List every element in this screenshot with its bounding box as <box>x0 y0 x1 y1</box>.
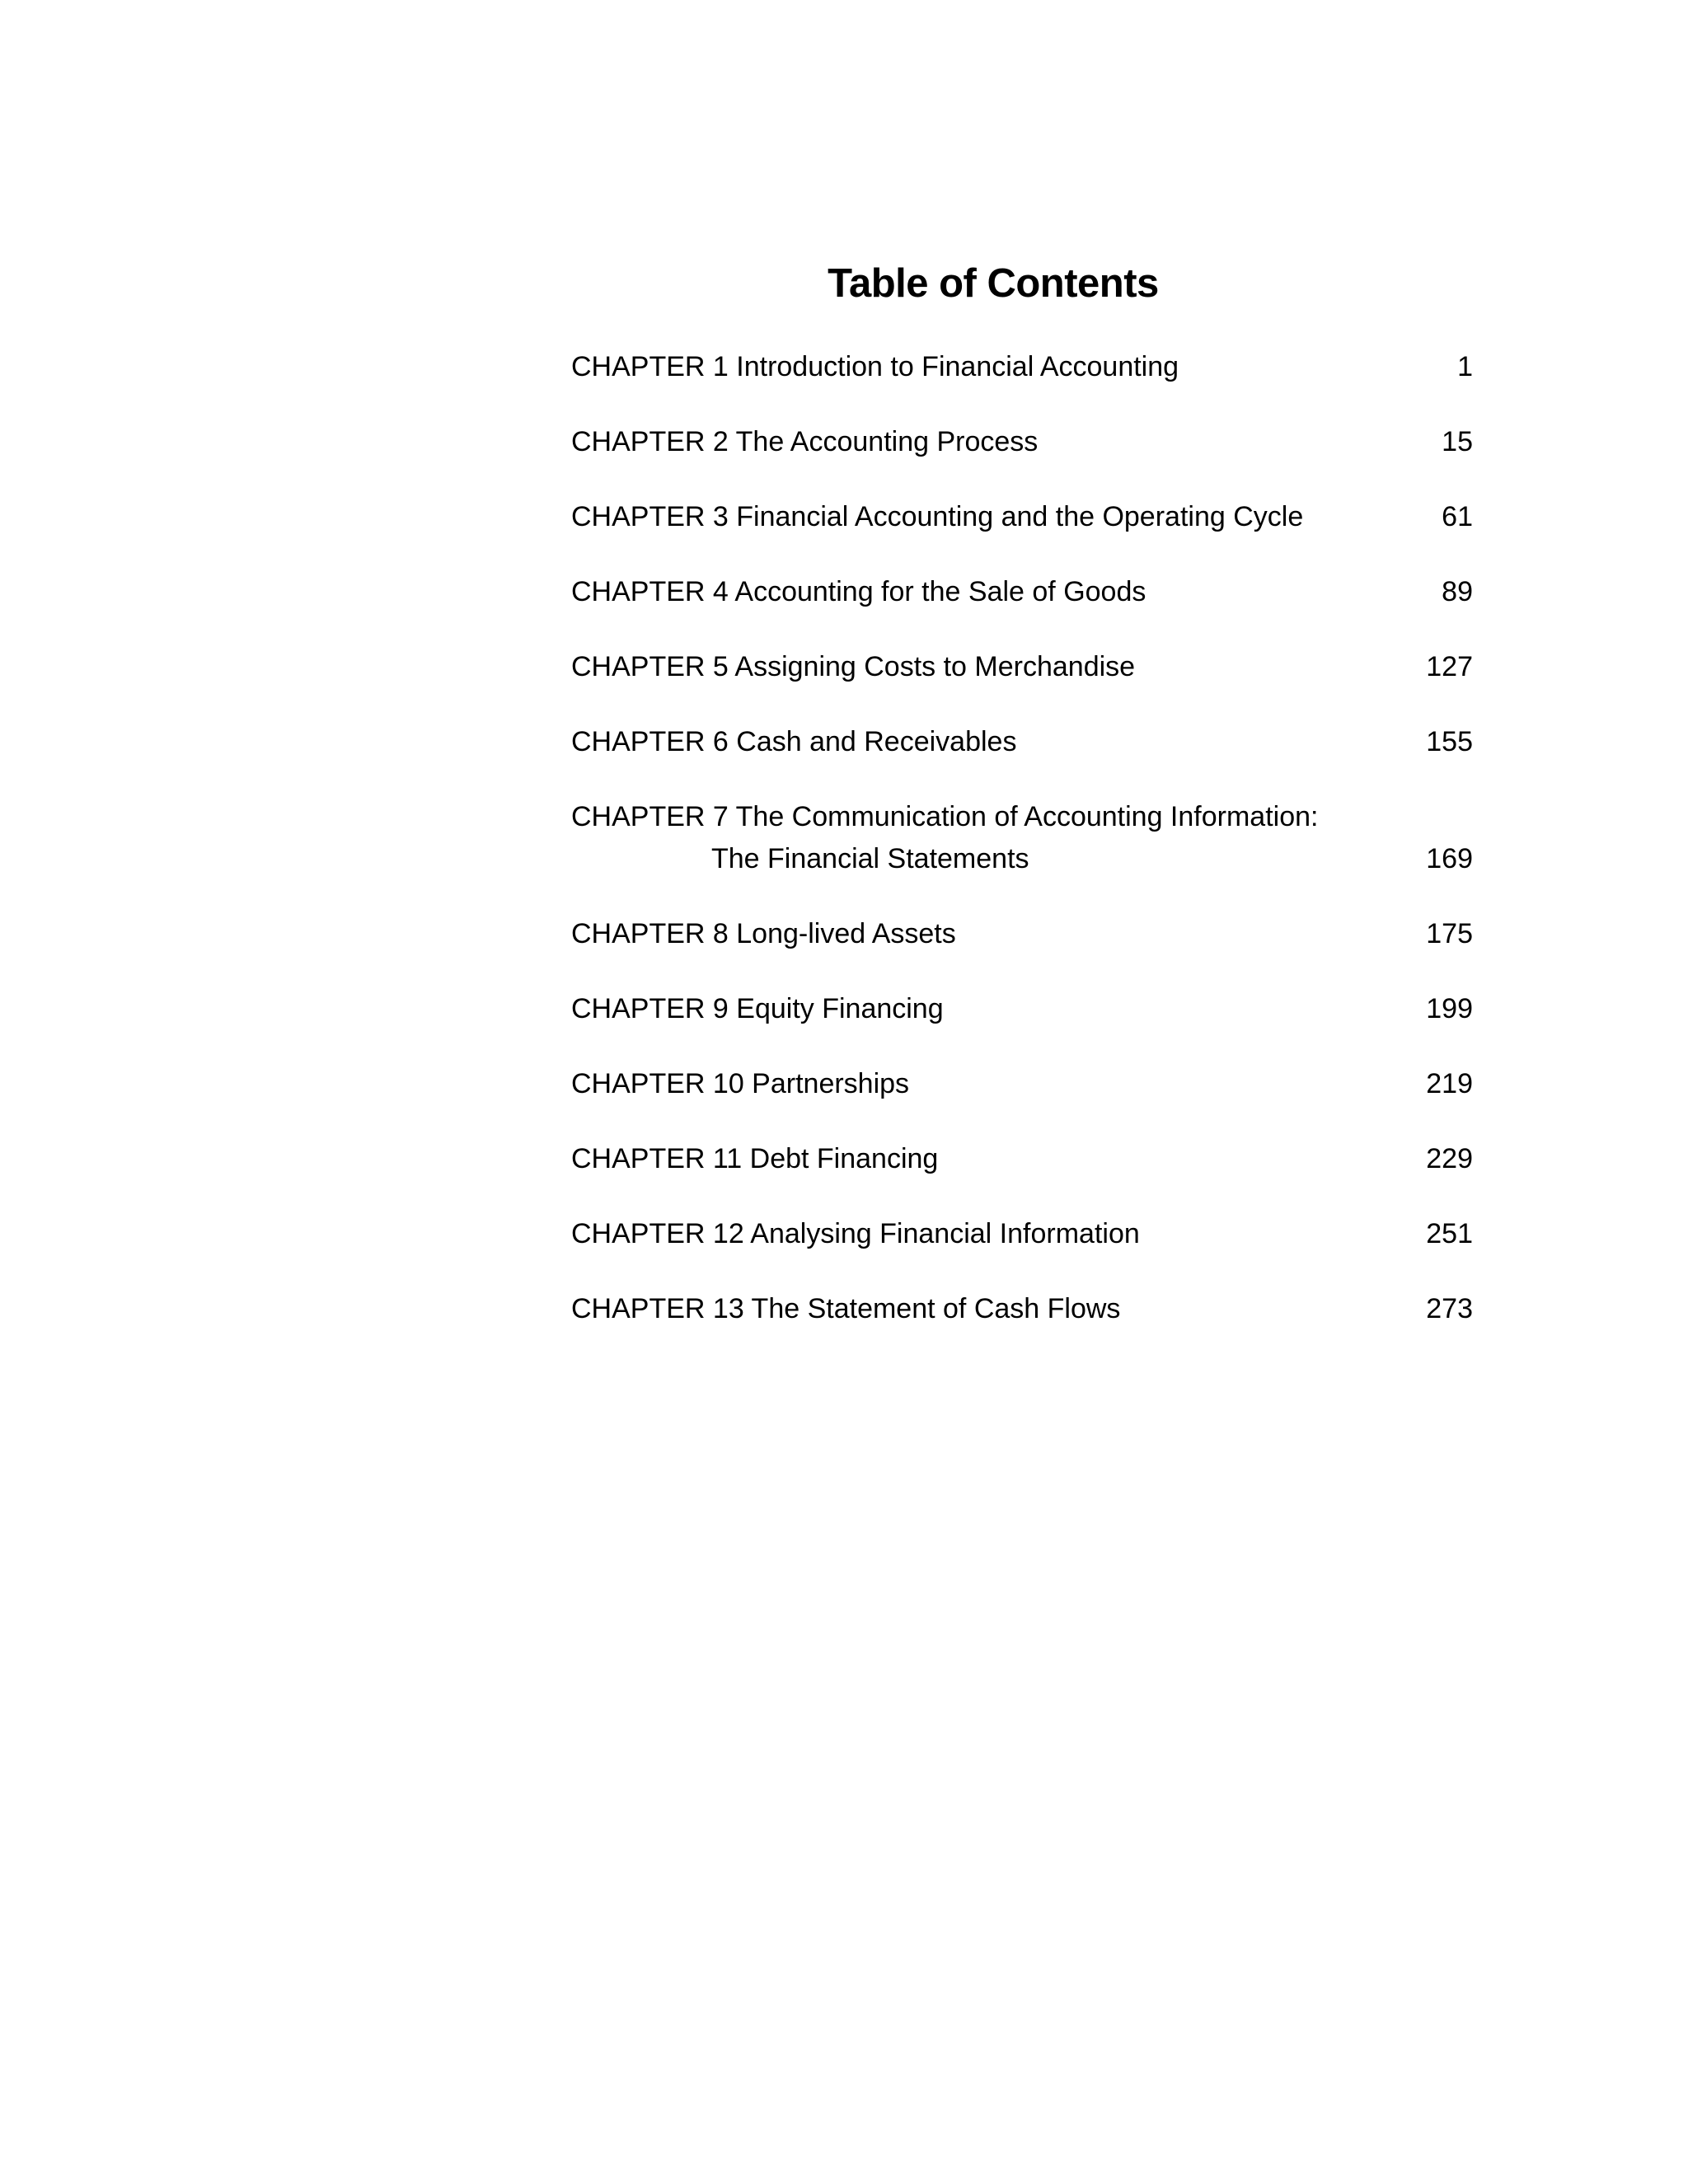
toc-entry-page-number: 89 <box>1442 576 1473 607</box>
toc-entry-chapter-4[interactable] <box>571 571 1473 613</box>
toc-entry-title: CHAPTER 13 The Statement of Cash Flows <box>571 1293 1121 1324</box>
toc-entry-page-number: 155 <box>1426 726 1473 757</box>
toc-entry-page-number: 251 <box>1426 1218 1473 1249</box>
toc-entry-page-number: 219 <box>1426 1068 1473 1099</box>
toc-entry-page-number: 127 <box>1426 651 1473 682</box>
toc-entry-chapter-8[interactable] <box>571 913 1473 955</box>
toc-entry-title: CHAPTER 10 Partnerships <box>571 1068 910 1099</box>
toc-entry-title: CHAPTER 9 Equity Financing <box>571 993 944 1024</box>
toc-entry-chapter-7[interactable] <box>571 796 1473 880</box>
toc-entry-chapter-2[interactable] <box>571 421 1473 463</box>
toc-entry-title: CHAPTER 11 Debt Financing <box>571 1143 939 1174</box>
toc-entry-title: CHAPTER 7 The Communication of Accounting Information: <box>571 801 1319 832</box>
toc-entry-page-number: 199 <box>1426 993 1473 1024</box>
toc-list <box>571 346 1473 1363</box>
toc-entry-chapter-9[interactable] <box>571 988 1473 1030</box>
toc-entry-title: CHAPTER 6 Cash and Receivables <box>571 726 1017 757</box>
toc-entry-chapter-11[interactable] <box>571 1138 1473 1180</box>
toc-entry-title: CHAPTER 8 Long-lived Assets <box>571 918 956 949</box>
toc-entry-chapter-6[interactable] <box>571 721 1473 763</box>
toc-entry-title: CHAPTER 1 Introduction to Financial Accounting <box>571 351 1179 382</box>
toc-entry-title: CHAPTER 4 Accounting for the Sale of Goods <box>571 576 1146 607</box>
toc-entry-page-number: 175 <box>1426 918 1473 949</box>
toc-entry-title: CHAPTER 5 Assigning Costs to Merchandise <box>571 651 1136 682</box>
toc-entry-chapter-13[interactable] <box>571 1288 1473 1330</box>
toc-entry-page-number: 229 <box>1426 1143 1473 1174</box>
toc-entry-chapter-12[interactable] <box>571 1213 1473 1255</box>
toc-entry-chapter-5[interactable] <box>571 646 1473 688</box>
toc-entry-title: CHAPTER 3 Financial Accounting and the Operating Cycle <box>571 501 1304 532</box>
toc-entry-page-number: 1 <box>1457 351 1473 382</box>
toc-title: Table of Contents <box>828 261 1159 306</box>
toc-entry-chapter-1[interactable] <box>571 346 1473 388</box>
toc-entry-page-number: 61 <box>1442 501 1473 532</box>
toc-entry-title: CHAPTER 12 Analysing Financial Information <box>571 1218 1140 1249</box>
toc-entry-chapter-10[interactable] <box>571 1063 1473 1105</box>
toc-entry-page-number: 169 <box>1426 843 1473 874</box>
toc-entry-chapter-3[interactable] <box>571 496 1473 538</box>
toc-entry-page-number: 273 <box>1426 1293 1473 1324</box>
toc-entry-page-number: 15 <box>1442 426 1473 457</box>
toc-entry-title: CHAPTER 2 The Accounting Process <box>571 426 1039 457</box>
toc-entry-title-continuation: The Financial Statements <box>711 843 1029 874</box>
